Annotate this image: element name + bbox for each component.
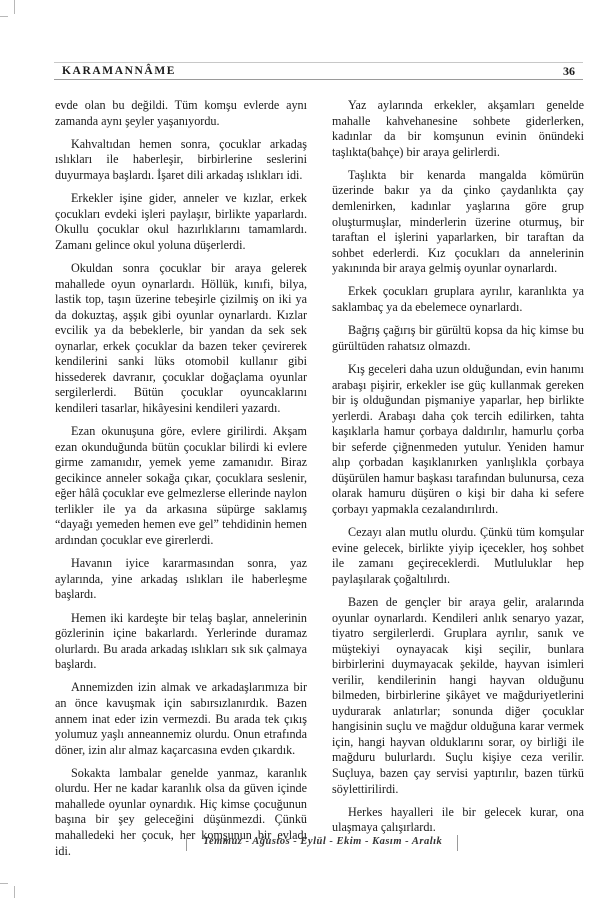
- paragraph: Erkek çocukları gruplara ayrılır, karanlıkta ya saklambaç ya da ebelemece oynarlardı.: [332, 284, 584, 314]
- paragraph: Cezayı alan mutlu olurdu. Çünkü tüm komşular evine gelecek, birlikte yiyip içecekler, hoş sohbet ile zamanı geçireceklerdi. Mutluluklar hep paylaşılarak çoğaltılırdı.: [332, 525, 584, 586]
- paragraph: Herkes hayalleri ile bir gelecek kurar, ona ulaşmaya çalışırlardı.: [332, 804, 584, 835]
- paragraph: Bazen de gençler bir araya gelir, aralarında oyunlar oynarlardı. Kendileri anlık senaryo yazar, tiyatro sergilerlerdi. Gruplara ayrılır, sanık ve müştekiyi oynayacak kişi seçilir, bunlara birbirlerini duymayacak şekilde, hayvan isimleri verilir, kendilerinin hangi hayvan olduğunu bilmeden, birbirlerine şikâyet ve mağduriyetlerini uydurarak anlatırlar; sonunda diğer çocuklar hangisinin suçlu ve mağdur olduğuna karar vermek için, hangi hayvan olduklarını sorar, oy birliği ile mağduru bulurlardı. Suçlu kişiye ceza verilir. Suçluya, bazen çay servisi yaptırılır, bazen türkü söylettirilirdi.: [332, 594, 584, 796]
- crop-mark-bottom-left-vertical: [14, 886, 15, 898]
- paragraph: Yaz aylarında erkekler, akşamları genelde mahalle kahvehanesine sohbete giderlerken, kadınlar da bir komşunun evinin önündeki taşlıkta(bahçe) bir araya gelirlerdi.: [332, 98, 584, 159]
- journal-title: KARAMANNÂME: [62, 65, 177, 77]
- paragraph: Sokakta lambalar genelde yanmaz, karanlık olurdu. Her ne kadar karanlık olsa da güven içinde mahallede oyunlar oynardık. Hiç kimse çocuğunun başına bir şey geleceğini düşünmezdi. Çünkü mahalledeki her çocuk, her komşunun bir evladı idi.: [55, 765, 307, 858]
- running-header: [54, 62, 583, 80]
- crop-mark-top-left-horizontal: [0, 16, 8, 17]
- right-column: [332, 98, 584, 844]
- paragraph: Havanın iyice kararmasından sonra, yaz aylarında, yine arkadaş ıslıkları ile haberleşme başlardı.: [55, 556, 307, 602]
- paragraph: Erkekler işine gider, anneler ve kızlar, erkek çocukları evdeki işleri paylaşır, birlikte yaparlardı. Okullu çocuklar okul hazırlıklarını tamamlardı. Zamanı gelince okul yoluna düşerlerdi.: [55, 191, 307, 252]
- paragraph: Annemizden izin almak ve arkadaşlarımıza bir an önce kavuşmak için sabırsızlanırdık. Bazen annem inat eder izin vermezdi. Bu arada tek çıkış yolumuz yaşlı anneannemiz olurdu. Onun etrafında döner, izin alır almaz kaçarcasına evden çıkardık.: [55, 680, 307, 757]
- crop-mark-top-left-vertical: [14, 0, 15, 14]
- paragraph: evde olan bu değildi. Tüm komşu evlerde aynı zamanda aynı şeyler yaşanıyordu.: [55, 98, 307, 128]
- issue-months: Temmuz - Ağustos - Eylül - Ekim - Kasım - Aralık: [203, 836, 443, 847]
- paragraph: Bağrış çağırış bir gürültü kopsa da hiç kimse bu gürültüden rahatsız olmazdı.: [332, 323, 584, 353]
- running-footer: [186, 835, 458, 851]
- page-number: 36: [563, 63, 575, 78]
- paragraph: Okuldan sonra çocuklar bir araya gelerek mahallede oyun oynarlardı. Höllük, kınıfi, bilya, lastik top, taşın üzerine tebeşirle çizilmiş on iki ya da dokuztaş, aşşık gibi oyunlar oynarlardı. Kızlar evcilik ya da bebeklerle, bir yandan da sek sek oynarlar, erkek çocuklar da bazen teker çevirerek kendilerini sanki lüks otomobil kullanır gibi hissederek davranır, çocuklar doğaçlama oyunlar sergilerlerdi. Bütün çocuklar oyuncaklarını kendileri tasarlar, hikâyesini kendileri yazardı.: [55, 260, 307, 415]
- paragraph: Taşlıkta bir kenarda mangalda kömürün üzerinde bakır ya da çinko çaydanlıkta çay demlenirken, kadınlar yaşlarına göre grup oluşturmuşlar, minderlerin üzerine oturmuş, bir taraftan el işlerini yaparlarken, bir taraftan da sohbet ederlerdi. Kız çocukları da annelerinin yakınında bir araya gelmiş oyunlar oynarlardı.: [332, 167, 584, 276]
- crop-mark-bottom-left-horizontal: [0, 883, 8, 884]
- paragraph: Ezan okunuşuna göre, evlere girilirdi. Akşam ezan okunduğunda bütün çocuklar bilirdi ki evlere girme zamanıdır, yemek yeme zamanıdır. Biraz gecikince anneler sokağa çıkar, çocuklara seslenir, eğer hâlâ çocuklar eve gelmezlerse ellerinde naylon terlikler ile ya da arkasına süpürge saklamış “dayağı yemeden hemen eve gel” tehdidinin hemen ardından çocuklar eve girerlerdi.: [55, 424, 307, 547]
- paragraph: Kahvaltıdan hemen sonra, çocuklar arkadaş ıslıkları ile haberleşir, birbirlerine seslerini duyurmaya başlardı. İşaret dili arkadaş ıslıkları idi.: [55, 136, 307, 182]
- paragraph: Hemen iki kardeşte bir telaş başlar, annelerinin gözlerinin içine bakarlardı. Yerlerinde duramaz olurlardı. Bu arada arkadaş ıslıkları sık sık çalmaya başlardı.: [55, 610, 307, 672]
- left-column: [55, 98, 307, 867]
- paragraph: Kış geceleri daha uzun olduğundan, evin hanımı arabaşı pişirir, erkekler ise güç kullanmak gereken bir iş olduğundan pişmaniye yaparlar, hep birlikte yerlerdi. Arabaşı daha çok tercih edilirken, tahta kaşıklarla hamur çorbaya daldırılır, hamurlu çorba bir seferde çiğnenmeden yutulur. Yeniden hamur alıp çorbadan kaşıklanırken yanlışlıkla çorbaya düşürülen hamur başkası tarafından bulunursa, ceza olarak hamuru düşüren o kişi bir daha ki sefere çorbayı yapmakla cezalandırılırdı.: [332, 361, 584, 516]
